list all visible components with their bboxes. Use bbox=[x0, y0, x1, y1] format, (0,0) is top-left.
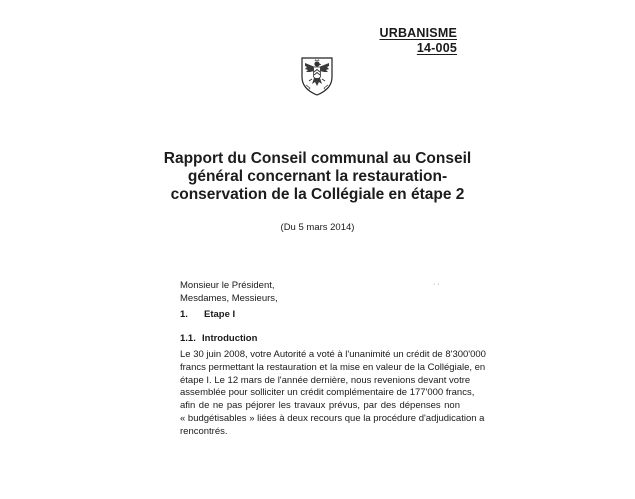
title-line: Rapport du Conseil communal au Conseil bbox=[163, 150, 472, 167]
section-title: Etape I bbox=[204, 309, 236, 320]
salutation bbox=[180, 280, 278, 305]
section-number: 1. bbox=[180, 309, 188, 320]
scan-speck: · · bbox=[433, 281, 440, 288]
coat-of-arms-icon bbox=[300, 55, 334, 97]
intro-paragraph bbox=[180, 349, 486, 439]
report-date: (Du 5 mars 2014) bbox=[280, 222, 355, 233]
paragraph-line: assemblée pour solliciter un crédit complémentaire de 177'000 francs, bbox=[180, 387, 475, 399]
salutation-line: Monsieur le Président, bbox=[180, 280, 275, 291]
paragraph-line: « budgétisables » liées à deux recours que la procédure d'adjudication a bbox=[180, 412, 485, 424]
reference-number: 14-005 bbox=[416, 41, 457, 55]
salutation-line: Mesdames, Messieurs, bbox=[180, 292, 278, 304]
title-line: conservation de la Collégiale en étape 2 bbox=[170, 186, 465, 203]
document-reference bbox=[380, 26, 458, 56]
title-line: général concernant la restauration- bbox=[187, 168, 448, 185]
section-heading bbox=[180, 309, 235, 320]
department-label: URBANISME bbox=[379, 26, 457, 40]
subsection-number: 1.1. bbox=[180, 333, 196, 344]
paragraph-line: afin de ne pas péjorer les travaux prévus, par des dépenses non bbox=[180, 400, 460, 412]
paragraph-line: rencontrés. bbox=[180, 425, 228, 437]
paragraph-line: francs permettant la restauration et la mise en valeur de la Collégiale, en bbox=[180, 361, 486, 373]
subsection-heading bbox=[180, 333, 257, 344]
paragraph-line: étape I. Le 12 mars de l'année dernière, nous revenions devant votre bbox=[180, 374, 471, 386]
subsection-title: Introduction bbox=[202, 333, 258, 344]
report-title bbox=[150, 150, 485, 204]
paragraph-line: Le 30 juin 2008, votre Autorité a voté à l'unanimité un crédit de 8'300'000 bbox=[180, 349, 486, 360]
